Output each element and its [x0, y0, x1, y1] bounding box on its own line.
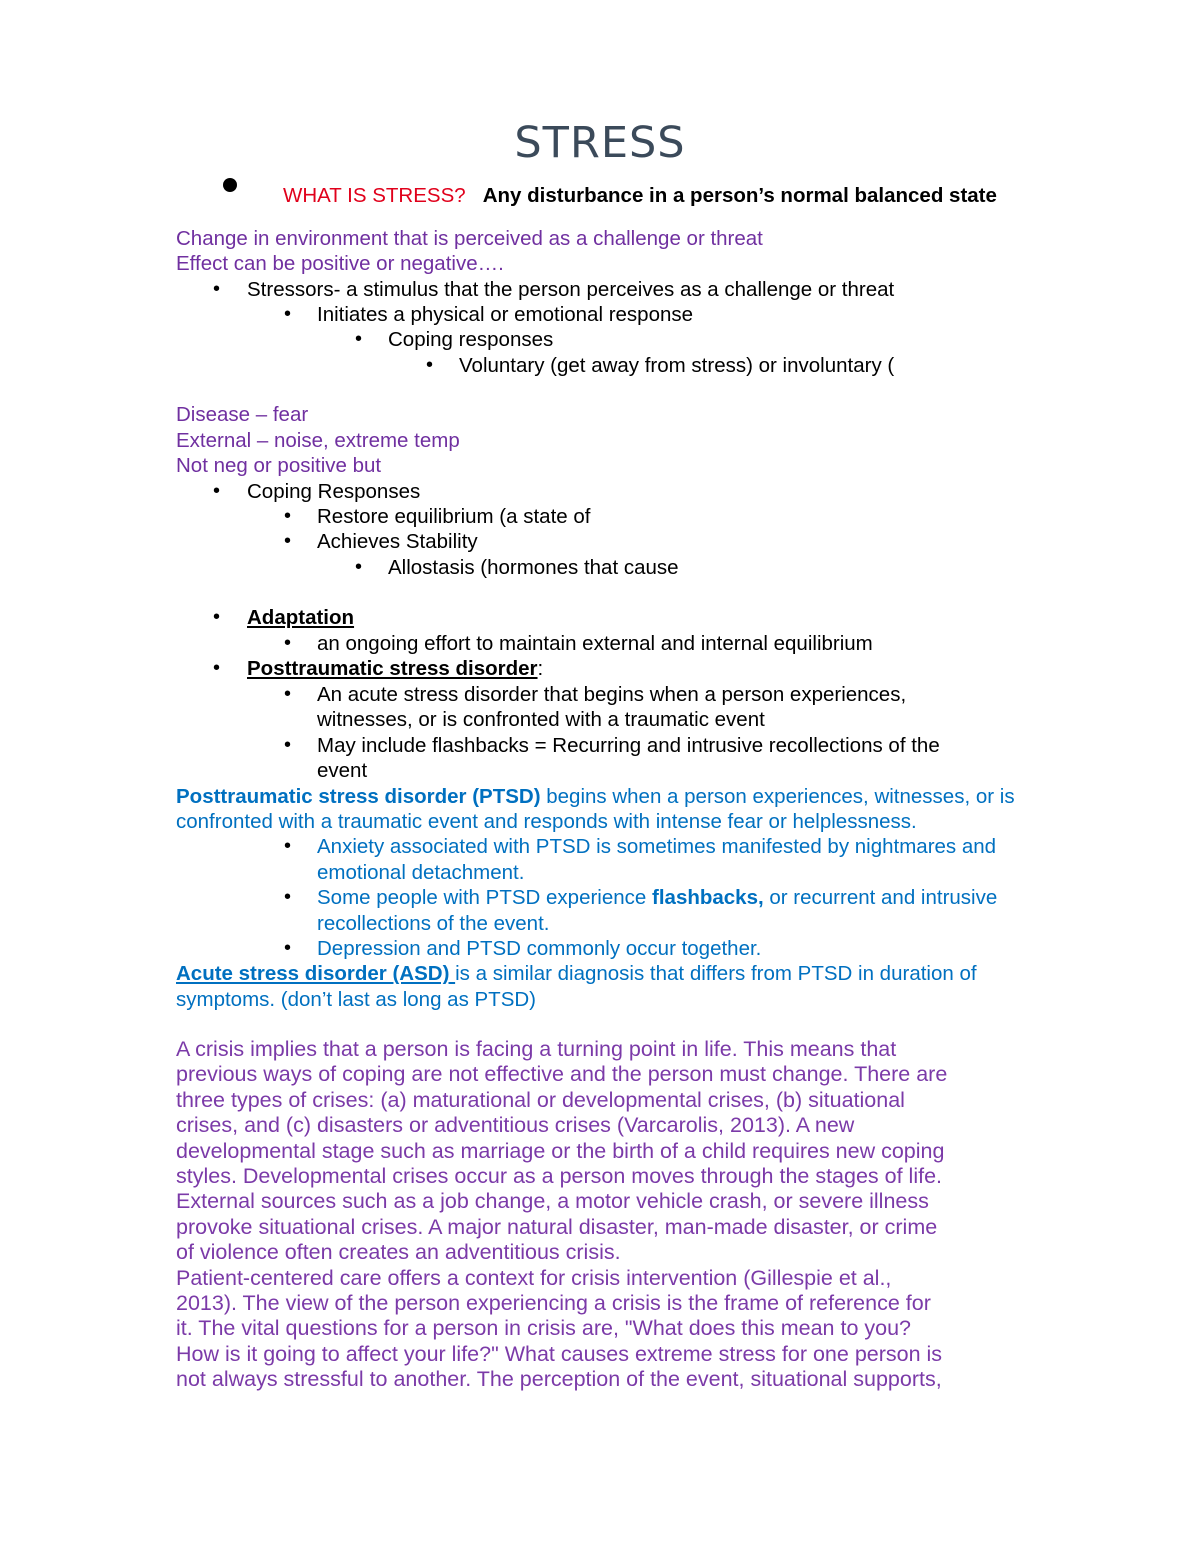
- bullet-icon: •: [284, 505, 292, 527]
- list-item: an ongoing effort to maintain external and internal equilibrium: [317, 632, 873, 655]
- list-item-cont: witnesses, or is confronted with a traumatic event: [317, 708, 765, 731]
- asd-term: Acute stress disorder (ASD): [176, 962, 456, 985]
- bullet-icon: •: [284, 886, 292, 908]
- bullet-icon: •: [284, 632, 292, 654]
- purple-note-2: Effect can be positive or negative….: [176, 252, 504, 275]
- crisis-line: not always stressful to another. The perception of the event, situational supports,: [176, 1367, 942, 1392]
- definition-text: Any disturbance in a person’s normal balanced state: [482, 184, 997, 207]
- list-item: May include flashbacks = Recurring and intrusive recollections of the: [317, 734, 940, 757]
- crisis-line: previous ways of coping are not effective and the person must change. There are: [176, 1062, 948, 1087]
- list-item: Achieves Stability: [317, 530, 478, 553]
- bullet-icon: •: [284, 835, 292, 857]
- bullet-icon: •: [284, 530, 292, 552]
- adaptation-heading: Adaptation: [247, 606, 355, 629]
- bullet-icon: •: [284, 734, 292, 756]
- purple-note-4: External – noise, extreme temp: [176, 429, 460, 452]
- ptsd-paragraph-line-2: confronted with a traumatic event and responds with intense fear or helplessness.: [176, 810, 917, 833]
- purple-note-1: Change in environment that is perceived as a challenge or threat: [176, 227, 763, 250]
- asd-text: is a similar diagnosis that differs from PTSD in duration of: [455, 962, 977, 985]
- question-label: WHAT IS STRESS?: [283, 184, 466, 207]
- list-item: Coping responses: [388, 328, 554, 351]
- page-title: STRESS: [514, 118, 686, 168]
- list-item: Initiates a physical or emotional response: [317, 303, 694, 326]
- ptsd-heading: [247, 656, 543, 681]
- bullet-icon: •: [355, 556, 363, 578]
- bullet-dot-icon: [223, 178, 237, 192]
- crisis-line: External sources such as a job change, a motor vehicle crash, or severe illness: [176, 1189, 929, 1214]
- ptsd-term: Posttraumatic stress disorder (PTSD): [176, 785, 541, 808]
- list-item: Voluntary (get away from stress) or involuntary (: [459, 354, 895, 377]
- bullet-icon: •: [284, 937, 292, 959]
- crisis-line: Patient-centered care offers a context for crisis intervention (Gillespie et al.,: [176, 1265, 892, 1290]
- ptsd-paragraph-line-1: [176, 784, 1015, 809]
- bullet-icon: •: [213, 657, 221, 679]
- bullet-icon: •: [213, 278, 221, 300]
- crisis-line: crises, and (c) disasters or adventitious crises (Varcarolis, 2013). A new: [176, 1113, 855, 1138]
- crisis-line: styles. Developmental crises occur as a person moves through the stages of life.: [176, 1164, 943, 1188]
- list-item: An acute stress disorder that begins when a person experiences,: [317, 683, 907, 706]
- stress-definition: [283, 183, 997, 208]
- crisis-line: How is it going to affect your life?" What causes extreme stress for one person is: [176, 1341, 943, 1366]
- list-item: Depression and PTSD commonly occur together.: [317, 937, 762, 960]
- bullet-icon: •: [355, 328, 363, 350]
- list-item: Stressors- a stimulus that the person perceives as a challenge or threat: [247, 278, 895, 301]
- bullet-icon: •: [213, 606, 221, 628]
- flashback-text-b: or recurrent and intrusive: [763, 886, 998, 909]
- flashback-text-a: Some people with PTSD experience: [317, 886, 653, 909]
- crisis-line: of violence often creates an adventitious crisis.: [176, 1240, 621, 1265]
- asd-paragraph-line-2: symptoms. (don’t last as long as PTSD): [176, 988, 537, 1011]
- ptsd-heading-colon: :: [537, 657, 544, 680]
- list-item: Allostasis (hormones that cause: [388, 556, 679, 579]
- list-item: Anxiety associated with PTSD is sometimes manifested by nightmares and: [317, 835, 997, 858]
- crisis-line: three types of crises: (a) maturational or developmental crises, (b) situational: [176, 1087, 905, 1112]
- list-item-cont: event: [317, 759, 368, 782]
- crisis-line: 2013). The view of the person experiencing a crisis is the frame of reference for: [176, 1291, 931, 1315]
- list-item: Restore equilibrium (a state of: [317, 505, 591, 528]
- list-item-cont: emotional detachment.: [317, 861, 525, 884]
- crisis-line: it. The vital questions for a person in crisis are, "What does this mean to you?: [176, 1316, 912, 1341]
- purple-note-3: Disease – fear: [176, 403, 309, 426]
- asd-paragraph-line-1: [176, 961, 977, 986]
- flashback-term: flashbacks,: [652, 886, 764, 909]
- bullet-icon: •: [284, 683, 292, 705]
- ptsd-heading-text: Posttraumatic stress disorder: [247, 657, 538, 680]
- list-item-cont: recollections of the event.: [317, 912, 550, 935]
- crisis-line: developmental stage such as marriage or the birth of a child requires new coping: [176, 1138, 945, 1163]
- bullet-icon: •: [284, 303, 292, 325]
- purple-note-5: Not neg or positive but: [176, 454, 382, 477]
- crisis-line: provoke situational crises. A major natural disaster, man-made disaster, or crime: [176, 1214, 938, 1239]
- bullet-icon: •: [426, 354, 434, 376]
- list-item: Coping Responses: [247, 480, 421, 503]
- ptsd-text: begins when a person experiences, witnesses, or is: [540, 785, 1015, 808]
- crisis-line: A crisis implies that a person is facing a turning point in life. This means that: [176, 1037, 897, 1061]
- bullet-icon: •: [213, 480, 221, 502]
- list-item: [317, 885, 997, 910]
